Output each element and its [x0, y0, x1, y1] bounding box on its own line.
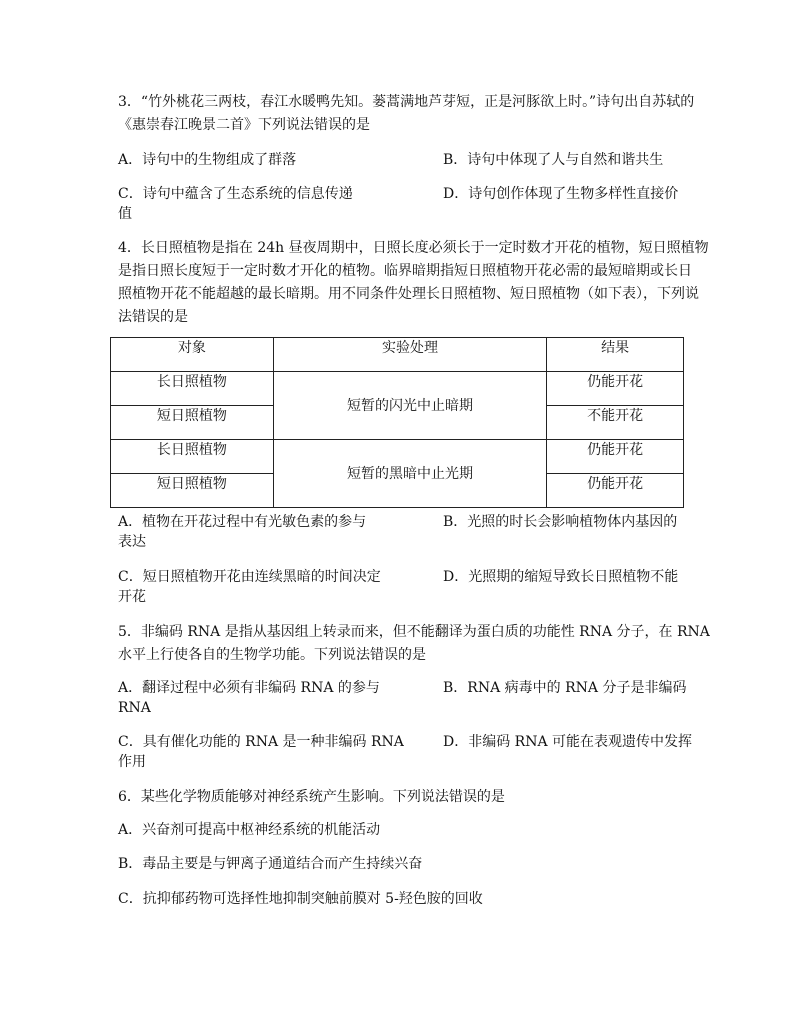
q4-option-b: B．光照的时长会影响植物体内基因的 — [443, 514, 678, 530]
table-row — [111, 372, 684, 406]
q3-stem-line2: 《惠崇春江晚景二首》下列说法错误的是 — [118, 117, 370, 133]
q3-option-d: D．诗句创作体现了生物多样性直接价 — [443, 186, 679, 202]
experiment-table — [110, 337, 684, 508]
q4-stem-line1: 4．长日照植物是指在 24h 昼夜周期中，日照长度必须长于一定时数才开花的植物，短日照植物 — [118, 240, 709, 256]
q4-stem-line3: 照植物开花不能超越的最长暗期。用不同条件处理长日照植物、短日照植物（如下表），下列说 — [118, 286, 699, 302]
q4-option-a-cont: 表达 — [118, 534, 146, 550]
row-treatment: 短暂的黑暗中止光期 — [273, 440, 547, 508]
row-result: 仍能开花 — [547, 474, 684, 508]
row-object: 短日照植物 — [111, 474, 274, 508]
q5-option-a: A．翻译过程中必须有非编码 RNA 的参与 — [118, 680, 380, 696]
row-object: 长日照植物 — [111, 372, 274, 406]
header-object: 对象 — [111, 338, 274, 372]
q4-option-c: C．短日照植物开花由连续黑暗的时间决定 — [118, 569, 381, 585]
q5-option-c: C．具有催化功能的 RNA 是一种非编码 RNA — [118, 734, 404, 750]
q3-stem-line1: 3．“竹外桃花三两枝，春江水暖鸭先知。蒌蒿满地芦芽短，正是河豚欲上时。”诗句出自苏轼的 — [118, 94, 695, 110]
q4-option-a: A．植物在开花过程中有光敏色素的参与 — [118, 514, 367, 530]
row-object: 短日照植物 — [111, 406, 274, 440]
table-header-row — [111, 338, 684, 372]
row-object: 长日照植物 — [111, 440, 274, 474]
row-treatment: 短暂的闪光中止暗期 — [273, 372, 547, 440]
q4-stem-line2: 是指日照长度短于一定时数才开化的植物。临界暗期指短日照植物开花必需的最短暗期或长日 — [118, 263, 692, 279]
q3-option-b: B．诗句中体现了人与自然和谐共生 — [443, 152, 664, 168]
q6-option-b: B．毒品主要是与钾离子通道结合而产生持续兴奋 — [118, 856, 423, 872]
q3-option-d-cont: 值 — [118, 206, 132, 222]
q5-option-d: D．非编码 RNA 可能在表观遗传中发挥 — [443, 734, 693, 750]
q6-stem: 6．某些化学物质能够对神经系统产生影响。下列说法错误的是 — [118, 789, 505, 805]
row-result: 不能开花 — [547, 406, 684, 440]
header-result: 结果 — [547, 338, 684, 372]
q4-option-d: D．光照期的缩短导致长日照植物不能 — [443, 569, 679, 585]
q4-option-c-cont: 开花 — [118, 589, 146, 605]
header-treatment: 实验处理 — [273, 338, 547, 372]
q5-stem-line1: 5．非编码 RNA 是指从基因组上转录而来，但不能翻译为蛋白质的功能性 RNA 分子，在 RNA — [118, 624, 710, 640]
q5-stem-line2: 水平上行使各自的生物学功能。下列说法错误的是 — [118, 647, 426, 663]
q5-option-b: B．RNA 病毒中的 RNA 分子是非编码 — [443, 680, 687, 696]
row-result: 仍能开花 — [547, 440, 684, 474]
table-row — [111, 440, 684, 474]
q6-option-c: C．抗抑郁药物可选择性地抑制突触前膜对 5-羟色胺的回收 — [118, 891, 483, 907]
row-result: 仍能开花 — [547, 372, 684, 406]
q4-stem-line4: 法错误的是 — [118, 309, 188, 325]
q5-option-d-cont: 作用 — [118, 754, 146, 770]
q5-option-b-cont: RNA — [118, 700, 151, 716]
q3-option-a: A．诗句中的生物组成了群落 — [118, 152, 297, 168]
q3-option-c: C．诗句中蕴含了生态系统的信息传递 — [118, 186, 353, 202]
q6-option-a: A．兴奋剂可提高中枢神经系统的机能活动 — [118, 822, 381, 838]
